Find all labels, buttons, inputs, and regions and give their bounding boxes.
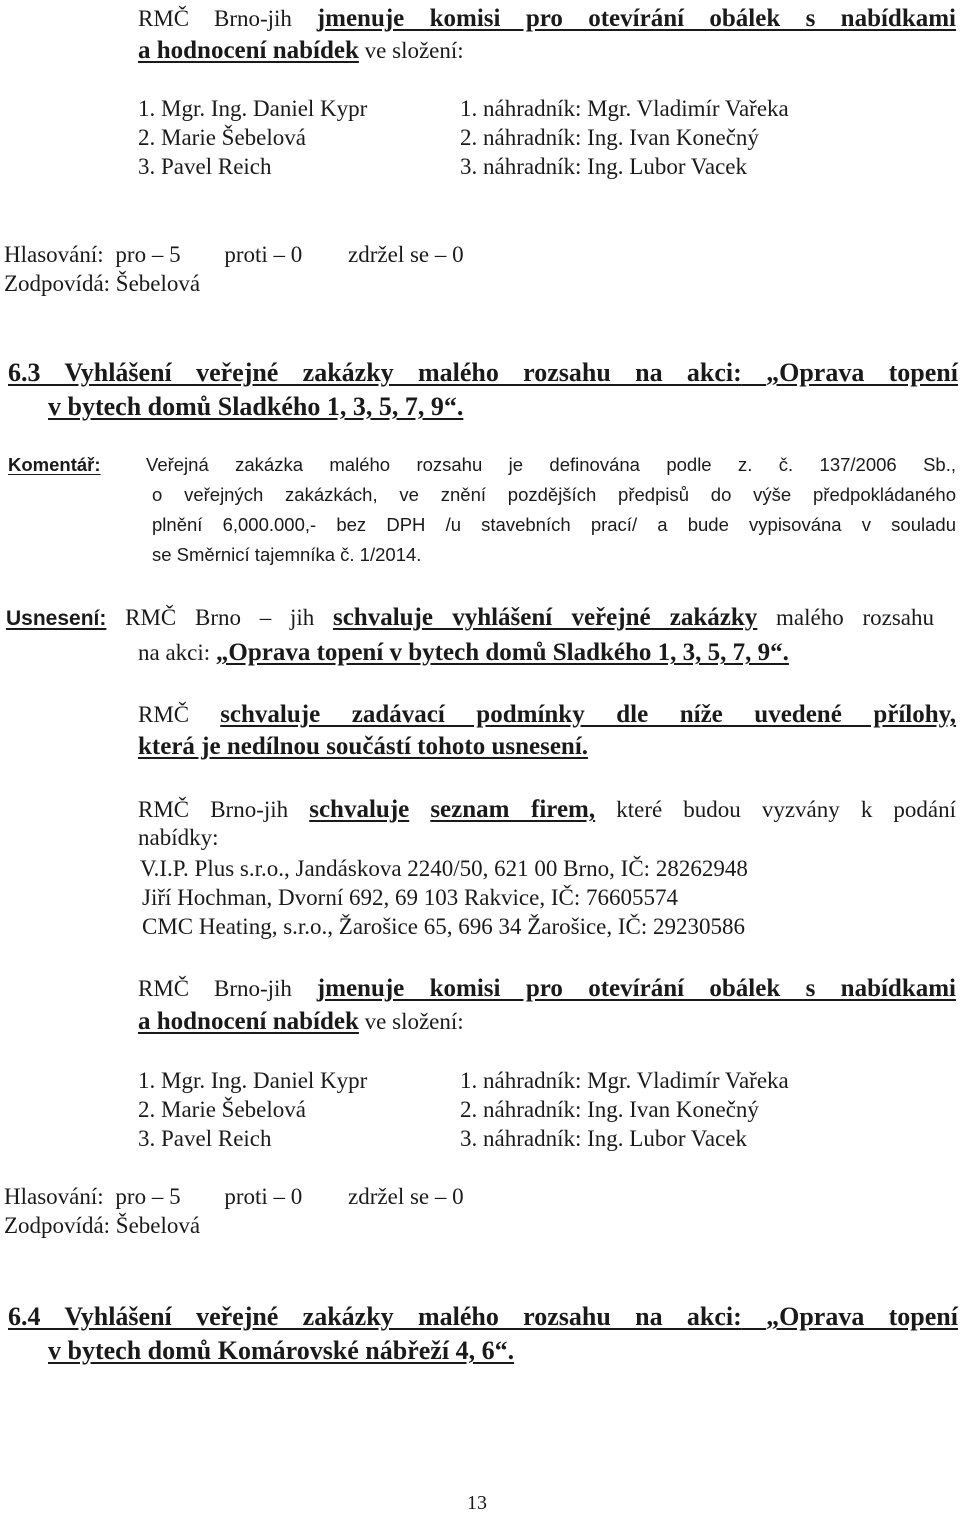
firms-suffix: které budou vyzvány k podání [616, 797, 957, 822]
resolution-label: Usnesení: [6, 607, 107, 630]
responsible2: Zodpovídá: Šebelová [4, 1213, 201, 1238]
responsible: Zodpovídá: Šebelová [4, 271, 201, 296]
member-1: 1. Mgr. Ing. Daniel Kypr [138, 96, 368, 121]
conditions-line1 [138, 702, 956, 727]
intro2-emph: jmenuje komisi pro otevírání obálek s nabídkami [316, 975, 957, 1002]
intro2-emph2: a hodnocení nabídek [138, 1008, 359, 1035]
resolution-suffix: malého rozsahu [776, 605, 935, 630]
voting2-zdrzel: zdržel se – 0 [348, 1184, 464, 1209]
voting-label: Hlasování: [4, 242, 104, 267]
member-3: 3. Pavel Reich [138, 154, 272, 179]
firms-emph1: schvaluje [309, 796, 410, 823]
conditions-emph1: schvaluje zadávací podmínky dle níže uvedené přílohy, [220, 701, 956, 728]
voting2-label: Hlasování: [4, 1184, 104, 1209]
heading64-left: 6.4 Vyhlášení veřejné zakázky malého rozsahu na akci: [8, 1302, 742, 1331]
member-2: 2. Marie Šebelová [138, 125, 306, 150]
substitute2-3: 3. náhradník: Ing. Lubor Vacek [460, 1126, 747, 1151]
commission-intro-line1 [138, 6, 956, 31]
comment-text-1: Veřejná zakázka malého rozsahu je definována podle z. č. 137/2006 Sb., [146, 454, 956, 475]
substitute2-2: 2. náhradník: Ing. Ivan Konečný [460, 1097, 759, 1122]
voting2-pro: pro – 5 [115, 1184, 181, 1209]
voting-pro: pro – 5 [115, 242, 181, 267]
voting-zdrzel: zdržel se – 0 [348, 242, 464, 267]
intro2-suffix: ve složení: [364, 1009, 464, 1034]
voting2-line [4, 1185, 464, 1208]
intro-emph: jmenuje komisi pro otevírání obálek s nabídkami [316, 5, 957, 32]
comment-line-2 [152, 486, 956, 505]
substitute2-1: 1. náhradník: Mgr. Vladimír Vařeka [460, 1068, 789, 1093]
page-number: 13 [467, 1492, 487, 1514]
conditions-prefix: RMČ [138, 702, 190, 727]
commission2-intro-line1 [138, 976, 956, 1001]
section-6-4-heading-line2: v bytech domů Komárovské nábřeží 4, 6“. [48, 1336, 515, 1365]
heading-left: 6.3 Vyhlášení veřejné zakázky malého rozsahu na akci: [8, 358, 742, 387]
intro-emph2: a hodnocení nabídek [138, 37, 359, 64]
comment-line-4: se Směrnicí tajemníka č. 1/2014. [152, 544, 422, 565]
heading64-right: „Oprava topení [766, 1302, 958, 1331]
comment-line-3 [152, 516, 956, 535]
intro-prefix: RMČ Brno-jih [138, 6, 292, 31]
firms-line2: nabídky: [138, 825, 219, 850]
voting2-proti: proti – 0 [224, 1184, 303, 1209]
commission-intro-line2 [138, 38, 464, 63]
firms-line1 [138, 797, 956, 822]
resolution-line2-prefix: na akci: [138, 640, 211, 665]
substitute-3: 3. náhradník: Ing. Lubor Vacek [460, 154, 747, 179]
intro-suffix: ve složení: [364, 38, 464, 63]
voting-proti: proti – 0 [224, 242, 303, 267]
resolution-emph: schvaluje vyhlášení veřejné zakázky [332, 604, 758, 631]
firm-1: V.I.P. Plus s.r.o., Jandáskova 2240/50, 621 00 Brno, IČ: 28262948 [140, 856, 748, 881]
firms-emph2: seznam firem, [430, 796, 596, 823]
substitute-1: 1. náhradník: Mgr. Vladimír Vařeka [460, 96, 789, 121]
comment-text-3: plnění 6,000.000,- bez DPH /u stavebních prací/ a bude vypisována v souladu [152, 514, 956, 535]
resolution-line1 [6, 605, 934, 630]
resolution-line2-emph: „Oprava topení v bytech domů Sladkého 1, 3, 5, 7, 9“. [215, 639, 789, 666]
commission2-intro-line2 [138, 1009, 464, 1034]
heading-right: „Oprava topení [766, 358, 958, 387]
conditions-emph2: která je nedílnou součástí tohoto usnesení. [138, 733, 589, 760]
firm-3: CMC Heating, s.r.o., Žarošice 65, 696 34 Žarošice, IČ: 29230586 [142, 914, 746, 939]
member2-2: 2. Marie Šebelová [138, 1097, 306, 1122]
section-6-4-heading-line1 [8, 1304, 958, 1330]
comment-line-1 [146, 456, 956, 475]
comment-text-2: o veřejných zakázkách, ve znění pozdějších předpisů do výše předpokládaného [152, 484, 956, 505]
member2-1: 1. Mgr. Ing. Daniel Kypr [138, 1068, 368, 1093]
section-6-3-heading-line2: v bytech domů Sladkého 1, 3, 5, 7, 9“. [48, 392, 464, 421]
resolution-prefix: RMČ Brno – jih [125, 605, 315, 630]
resolution-line2 [138, 640, 789, 665]
member2-3: 3. Pavel Reich [138, 1126, 272, 1151]
firms-prefix: RMČ Brno-jih [138, 797, 289, 822]
section-6-3-heading-line1 [8, 360, 958, 386]
firm-2: Jiří Hochman, Dvorní 692, 69 103 Rakvice, IČ: 76605574 [142, 885, 678, 910]
conditions-line2 [138, 734, 588, 759]
intro2-prefix: RMČ Brno-jih [138, 976, 292, 1001]
substitute-2: 2. náhradník: Ing. Ivan Konečný [460, 125, 759, 150]
voting-line [4, 243, 464, 266]
comment-label: Komentář: [8, 454, 101, 475]
